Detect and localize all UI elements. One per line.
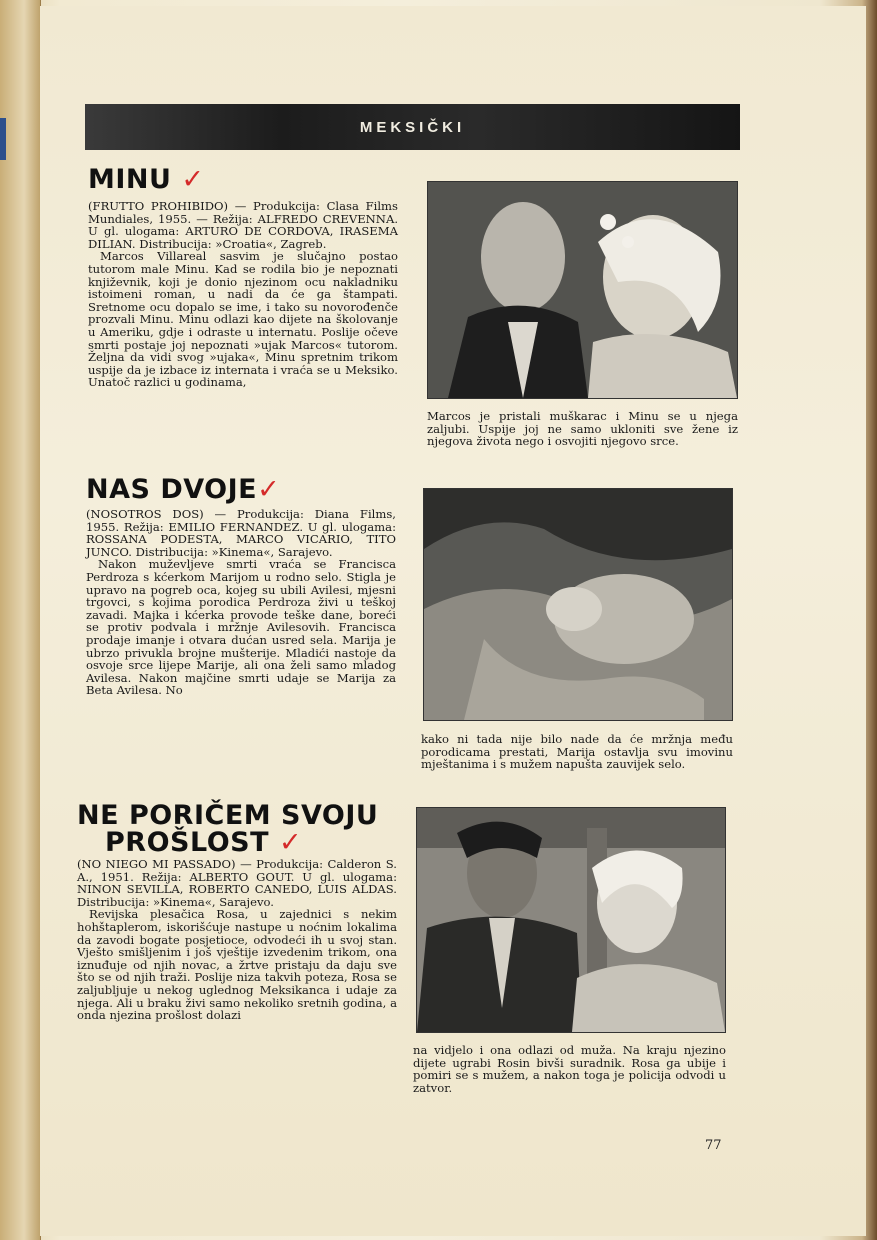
film-2-caption: kako ni tada nije bilo nade da će mržnja među porodicama prestati, Marija ostavlja svu imovinu mještanima i s mužem napušta zauvijek selo. xyxy=(421,732,733,772)
film-3-title-line-1: NE PORIČEM SVOJU xyxy=(77,800,379,831)
film-3-caption: na vidjelo i ona odlazi od muža. Na kraju njezino dijete ugrabi Rosin bivši suradnik. Rosa ga ubije i pomiri se s mužem, a nakon toga je policija odvodi u zatvor. xyxy=(413,1043,726,1095)
film-2-credits: (NOSOTROS DOS) — Produkcija: Diana Films, 1955. Režija: EMILIO FERNANDEZ. U gl. ulogama: ROSSANA PODESTA, MARCO VICARIO, TITO JUNCO. Distribucija: »Kinema«, Sarajevo. xyxy=(86,507,396,559)
film-3-title-line-2: PROŠLOST xyxy=(105,827,270,858)
section-title: MEKSIČKI xyxy=(359,118,466,136)
film-3-title xyxy=(77,802,378,856)
film-3-text xyxy=(77,858,397,1022)
page-number: 77 xyxy=(705,1138,722,1153)
film-1-synopsis: Marcos Villareal sasvim je slučajno postao tutorom male Minu. Kad se rodila bio je nepoznati književnik, koji je donio njezinom ocu nakladniku istoimeni roman, u nadi da će ga štampati. Sretnome ocu dopalo se ime, i tako su novorođenče prozvali Minu. Minu odlazi kao dijete na školovanje u Ameriku, gdje i odraste u internatu. Poslije očeve smrti postaje joj nepoznati »ujak Marcos« tutorom. Željna da vidi svog »ujaka«, Minu spretnim trikom uspije da je izbace iz internata i vraća se u Meksiko. Unatoč razlici u godinama, xyxy=(88,249,398,390)
check-mark-icon: ✓ xyxy=(278,827,303,858)
film-1-caption: Marcos je pristali muškarac i Minu se u njega zaljubi. Uspije joj ne samo ukloniti sve žene iz njegova života nego i osvojiti njegovo srce. xyxy=(427,409,738,449)
film-3-still-photo xyxy=(416,807,726,1033)
check-mark-icon: ✓ xyxy=(181,164,205,195)
film-1-text xyxy=(88,200,398,389)
film-3-still-image xyxy=(417,808,725,1032)
film-2-text xyxy=(86,508,396,697)
film-2-title: NAS DVOJE✓ xyxy=(86,474,281,505)
check-mark-icon: ✓ xyxy=(257,474,281,505)
film-3-credits: (NO NIEGO MI PASSADO) — Produkcija: Calderon S. A., 1951. Režija: ALBERTO GOUT. U gl. ulogama: NINON SEVILLA, ROBERTO CANEDO, LUIS ALDAS. Distribucija: »Kinema«, Sarajevo. xyxy=(77,857,397,909)
film-2-still-image xyxy=(424,489,732,720)
film-2-still-photo xyxy=(423,488,733,721)
film-2-synopsis: Nakon muževljeve smrti vraća se Francisca Perdroza s kćerkom Marijom u rodno selo. Stigla je upravo na pogreb oca, kojeg su ubili Avilesi, mjesni trgovci, s kojima porodica Perdroza živi u teškoj zavadi. Majka i kćerka provode teške dane, boreći se protiv podvala i mržnje Avilesovih. Francisca prodaje imanje i otvara dućan usred sela. Marija je ubrzo privukla brojne mušterije. Mladići nastoje da osvoje srce lijepe Marije, ali ona želi samo mladog Avilesa. Nakon majčine smrti udaje se Marija za Beta Avilesa. No xyxy=(86,557,396,698)
film-1-title: MINU ✓ xyxy=(88,164,205,195)
page-tab-marker xyxy=(0,118,6,160)
previous-page-edge xyxy=(0,0,41,1240)
film-1-still-image xyxy=(428,182,737,398)
film-1-still-photo xyxy=(427,181,738,399)
film-1-credits: (FRUTTO PROHIBIDO) — Produkcija: Clasa Films Mundiales, 1955. — Režija: ALFREDO CREVENNA. U gl. ulogama: ARTURO DE CORDOVA, IRASEMA DILIAN. Distribucija: »Croatia«, Zagreb. xyxy=(88,199,398,251)
section-banner xyxy=(85,104,740,150)
film-3-synopsis: Revijska plesačica Rosa, u zajednici s nekim hohštaplerom, iskorišćuje nastupe u noćnim lokalima da zavodi bogate posjetioce, odvodeći ih u svoj stan. Vješto smišljenim i još vještije izvedenim trikom, ona iznuđuje od njih novac, a žrtve pristaju da daju sve što se od njih traži. Poslije niza takvih poteza, Rosa se zaljubljuje u nekog uglednog Meksikanca i udaje za njega. Ali u braku živi samo nekoliko sretnih godina, a onda njezina prošlost dolazi xyxy=(77,907,397,1023)
